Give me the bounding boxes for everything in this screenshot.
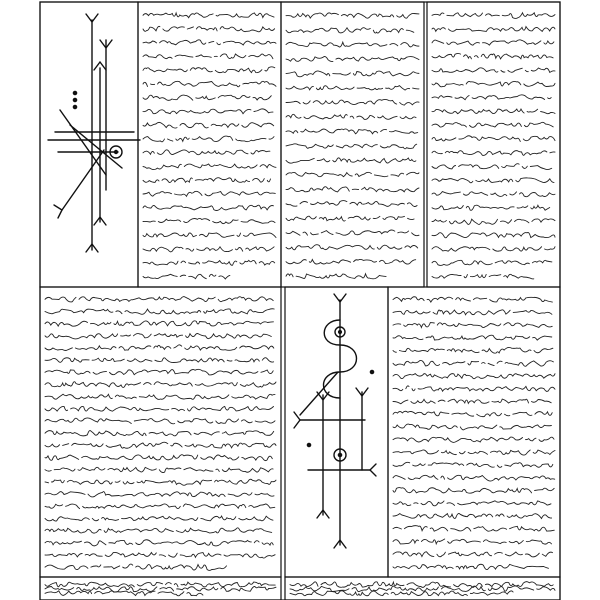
cipher-text-line	[286, 57, 419, 62]
cipher-text-line	[432, 109, 555, 114]
cipher-text-line	[286, 230, 419, 236]
cipher-text-line	[432, 68, 555, 73]
cipher-text-line	[432, 81, 555, 86]
cipher-text-line	[286, 187, 419, 192]
cipher-text-line	[143, 218, 278, 223]
cipher-text-line	[45, 321, 273, 326]
cipher-text-line	[143, 274, 233, 279]
panel-mid-right-diagram	[285, 287, 388, 577]
cipher-text-line	[45, 369, 273, 375]
panel-mid-left-text	[40, 287, 281, 577]
cipher-text-line	[286, 172, 419, 176]
sigil-diagram-top	[48, 14, 140, 252]
cipher-text-line	[45, 431, 274, 436]
cipher-text-line	[393, 475, 555, 481]
cipher-text-line	[286, 245, 418, 250]
cipher-text-line	[432, 232, 555, 237]
cipher-text-line	[143, 178, 274, 183]
panel-mid-right-text	[388, 287, 560, 577]
cipher-text-line	[143, 40, 276, 45]
cipher-text-line	[393, 539, 552, 544]
cipher-text-line	[286, 86, 419, 91]
cipher-text-line	[432, 247, 555, 252]
cipher-text-line	[45, 504, 275, 509]
cipher-text-line	[393, 513, 552, 518]
cipher-text-line	[432, 122, 553, 127]
cipher-text-line	[45, 333, 274, 338]
cipher-text-line	[432, 260, 552, 265]
cipher-text-line	[143, 136, 274, 142]
cipher-text-line	[432, 178, 557, 183]
cipher-text-line	[393, 462, 553, 467]
cipher-text-line	[286, 114, 416, 119]
cipher-text-line	[45, 467, 273, 472]
cipher-text-line	[286, 28, 417, 33]
cipher-text-line	[143, 67, 275, 73]
cipher-text-line	[393, 501, 551, 506]
cipher-text-line	[432, 53, 553, 59]
cipher-text-line	[45, 564, 230, 570]
cipher-text-line	[432, 274, 534, 279]
cipher-text-line	[393, 564, 549, 569]
cipher-text-line	[432, 192, 555, 197]
cipher-text-line	[286, 71, 419, 77]
sigil-diagram-middle	[294, 294, 376, 548]
cipher-text-line	[45, 418, 278, 424]
cipher-text-line	[286, 99, 419, 105]
cipher-text-line	[393, 437, 554, 442]
cipher-text-line	[143, 191, 275, 196]
cipher-text-line	[393, 374, 555, 379]
cipher-text-line	[45, 540, 273, 546]
cipher-text-line	[393, 335, 552, 340]
cipher-text-line	[45, 406, 274, 411]
sigil-diagonal-1	[60, 110, 106, 175]
cipher-text-line	[45, 552, 275, 558]
cipher-text-line	[143, 164, 276, 170]
cipher-text-lines	[45, 13, 558, 596]
cipher-text-line	[45, 309, 274, 315]
cipher-text-line	[143, 260, 275, 265]
cipher-text-line	[143, 13, 274, 18]
cipher-text-line	[432, 219, 555, 225]
cipher-text-line	[432, 164, 552, 170]
cipher-text-line	[143, 81, 276, 87]
cipher-text-line	[143, 26, 275, 31]
cipher-text-line	[286, 129, 418, 134]
sigil-diagonal-2	[62, 150, 104, 210]
cipher-text-line	[45, 492, 274, 497]
cipher-text-line	[432, 13, 555, 19]
cipher-text-line	[143, 95, 274, 100]
cipher-text-line	[432, 95, 551, 100]
cipher-text-line	[432, 151, 558, 156]
cipher-text-line	[143, 109, 273, 114]
cipher-text-line	[143, 122, 274, 128]
cipher-text-line	[432, 205, 553, 210]
cipher-text-line	[45, 516, 273, 521]
cipher-text-line	[286, 13, 419, 18]
panel-top-text-column-1	[138, 2, 281, 287]
cipher-text-line	[45, 479, 276, 485]
cipher-text-line	[432, 27, 555, 32]
panel-top-left-diagram	[40, 2, 138, 287]
cipher-text-line	[393, 411, 552, 416]
cipher-text-line	[393, 297, 552, 302]
cipher-text-line	[45, 345, 274, 351]
cipher-text-line	[290, 591, 513, 596]
cipher-text-line	[143, 205, 273, 210]
cipher-text-line	[393, 386, 555, 392]
cipher-text-line	[286, 158, 416, 163]
cipher-text-line	[393, 552, 553, 557]
cipher-text-line	[143, 247, 274, 252]
cipher-text-line	[45, 582, 275, 587]
cipher-text-line	[393, 450, 555, 455]
cipher-text-line	[286, 144, 417, 149]
cipher-text-line	[45, 394, 275, 399]
cipher-text-line	[393, 310, 552, 315]
cipher-text-line	[286, 259, 416, 264]
cipher-text-line	[45, 358, 274, 363]
cipher-text-line	[393, 488, 554, 494]
cipher-text-line	[286, 42, 419, 47]
cipher-text-line	[290, 586, 555, 592]
cipher-text-line	[45, 297, 273, 302]
cipher-text-line	[45, 382, 276, 388]
cipher-text-line	[45, 455, 272, 461]
panel-frames	[40, 2, 560, 600]
panel-top-text-column-3	[427, 2, 560, 287]
cipher-text-line	[393, 323, 552, 328]
cipher-text-line	[45, 591, 203, 596]
cipher-text-line	[393, 399, 551, 404]
cipher-text-line	[45, 442, 276, 448]
cipher-text-line	[143, 150, 273, 155]
cipher-text-line	[393, 526, 554, 532]
cipher-text-line	[45, 528, 275, 533]
cipher-text-line	[432, 136, 555, 142]
cipher-text-line	[393, 347, 553, 353]
page-border	[40, 2, 560, 600]
cipher-text-line	[143, 233, 276, 238]
cipher-text-line	[286, 201, 417, 207]
cipher-text-line	[286, 274, 386, 279]
cipher-text-line	[432, 40, 554, 45]
cipher-text-line	[393, 360, 553, 366]
cipher-text-line	[286, 216, 417, 221]
cipher-text-line	[143, 54, 273, 59]
cipher-text-line	[393, 424, 551, 430]
